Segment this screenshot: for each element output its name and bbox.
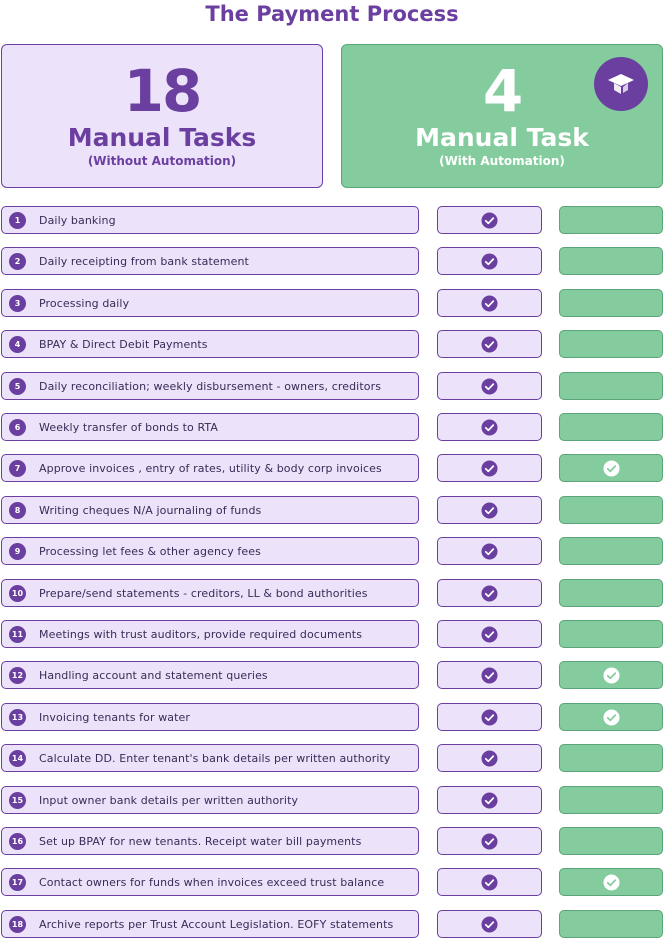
without-automation-cell <box>437 537 542 565</box>
check-icon <box>481 667 498 684</box>
task-number-badge: 12 <box>9 667 26 684</box>
manual-tasks-title: Manual Tasks <box>67 123 257 152</box>
task-row <box>0 868 664 896</box>
task-label: Daily receipting from bank statement <box>39 254 249 268</box>
without-automation-cell <box>437 661 542 689</box>
with-automation-cell <box>559 413 663 441</box>
task-number-badge: 9 <box>9 543 26 560</box>
task-cell <box>1 868 419 896</box>
task-row <box>0 786 664 814</box>
task-number-badge: 2 <box>9 253 26 270</box>
task-label: BPAY & Direct Debit Payments <box>39 337 208 351</box>
check-icon <box>603 460 620 477</box>
task-cell <box>1 537 419 565</box>
task-number-badge: 18 <box>9 916 26 933</box>
task-cell <box>1 579 419 607</box>
task-row <box>0 330 664 358</box>
task-row <box>0 661 664 689</box>
task-row <box>0 579 664 607</box>
without-automation-cell <box>437 372 542 400</box>
check-icon <box>481 792 498 809</box>
task-number-badge: 17 <box>9 874 26 891</box>
task-cell <box>1 620 419 648</box>
with-automation-cell <box>559 868 663 896</box>
without-automation-cell <box>437 868 542 896</box>
graduation-cap-icon <box>594 57 648 111</box>
task-row <box>0 910 664 938</box>
check-icon <box>603 874 620 891</box>
without-automation-cell <box>437 413 542 441</box>
task-cell <box>1 247 419 275</box>
without-automation-cell <box>437 289 542 317</box>
with-automation-cell <box>559 537 663 565</box>
task-label: Meetings with trust auditors, provide required documents <box>39 627 363 641</box>
with-automation-cell <box>559 579 663 607</box>
task-row <box>0 744 664 772</box>
task-number-badge: 14 <box>9 750 26 767</box>
check-icon <box>481 253 498 270</box>
task-cell <box>1 703 419 731</box>
task-row <box>0 289 664 317</box>
check-icon <box>481 543 498 560</box>
check-icon <box>481 916 498 933</box>
task-label: Processing daily <box>39 296 130 310</box>
without-automation-cell <box>437 247 542 275</box>
task-label: Daily reconciliation; weekly disbursement - owners, creditors <box>39 379 382 393</box>
task-number-badge: 16 <box>9 833 26 850</box>
check-icon <box>481 874 498 891</box>
task-cell <box>1 330 419 358</box>
task-label: Calculate DD. Enter tenant's bank details per written authority <box>39 751 391 765</box>
task-number-badge: 15 <box>9 792 26 809</box>
task-cell <box>1 413 419 441</box>
check-icon <box>481 378 498 395</box>
task-number-badge: 10 <box>9 585 26 602</box>
check-icon <box>603 709 620 726</box>
task-number-badge: 7 <box>9 460 26 477</box>
task-cell <box>1 910 419 938</box>
with-automation-cell <box>559 206 663 234</box>
task-label: Invoicing tenants for water <box>39 710 191 724</box>
check-icon <box>481 336 498 353</box>
task-label: Weekly transfer of bonds to RTA <box>39 420 219 434</box>
without-automation-cell <box>437 827 542 855</box>
task-cell <box>1 289 419 317</box>
automated-task-count: 4 <box>482 57 522 125</box>
with-automation-cell <box>559 454 663 482</box>
with-automation-subtitle: (With Automation) <box>439 154 565 168</box>
check-icon <box>481 460 498 477</box>
task-cell <box>1 372 419 400</box>
task-number-badge: 6 <box>9 419 26 436</box>
task-cell <box>1 206 419 234</box>
task-cell <box>1 744 419 772</box>
with-automation-cell <box>559 289 663 317</box>
manual-task-count: 18 <box>123 57 201 125</box>
task-row <box>0 247 664 275</box>
task-number-badge: 4 <box>9 336 26 353</box>
check-icon <box>481 833 498 850</box>
without-automation-cell <box>437 620 542 648</box>
task-label: Writing cheques N/A journaling of funds <box>39 503 262 517</box>
task-row <box>0 206 664 234</box>
with-automation-cell <box>559 786 663 814</box>
task-cell <box>1 827 419 855</box>
with-automation-cell <box>559 330 663 358</box>
with-automation-cell <box>559 744 663 772</box>
without-automation-cell <box>437 910 542 938</box>
with-automation-card <box>341 44 663 188</box>
without-automation-card <box>1 44 323 188</box>
check-icon <box>603 667 620 684</box>
task-number-badge: 13 <box>9 709 26 726</box>
task-row <box>0 372 664 400</box>
task-label: Prepare/send statements - creditors, LL & bond authorities <box>39 586 368 600</box>
with-automation-cell <box>559 827 663 855</box>
check-icon <box>481 585 498 602</box>
without-automation-cell <box>437 579 542 607</box>
without-automation-subtitle: (Without Automation) <box>87 154 237 168</box>
task-label: Approve invoices , entry of rates, utility & body corp invoices <box>39 461 382 475</box>
task-label: Input owner bank details per written authority <box>39 793 299 807</box>
task-label: Daily banking <box>39 213 116 227</box>
task-row <box>0 496 664 524</box>
task-number-badge: 11 <box>9 626 26 643</box>
task-row <box>0 703 664 731</box>
manual-task-title: Manual Task <box>415 123 589 152</box>
check-icon <box>481 419 498 436</box>
task-row <box>0 537 664 565</box>
with-automation-cell <box>559 910 663 938</box>
task-number-badge: 3 <box>9 295 26 312</box>
without-automation-cell <box>437 786 542 814</box>
without-automation-cell <box>437 206 542 234</box>
check-icon <box>481 709 498 726</box>
task-cell <box>1 786 419 814</box>
with-automation-cell <box>559 661 663 689</box>
with-automation-cell <box>559 496 663 524</box>
task-label: Contact owners for funds when invoices exceed trust balance <box>39 875 385 889</box>
task-cell <box>1 661 419 689</box>
task-label: Archive reports per Trust Account Legislation. EOFY statements <box>39 917 394 931</box>
task-row <box>0 413 664 441</box>
with-automation-cell <box>559 620 663 648</box>
with-automation-cell <box>559 372 663 400</box>
page-title: The Payment Process <box>205 2 459 26</box>
task-cell <box>1 496 419 524</box>
without-automation-cell <box>437 330 542 358</box>
task-number-badge: 8 <box>9 502 26 519</box>
task-label: Handling account and statement queries <box>39 668 268 682</box>
task-cell <box>1 454 419 482</box>
without-automation-cell <box>437 454 542 482</box>
check-icon <box>481 295 498 312</box>
check-icon <box>481 626 498 643</box>
task-row <box>0 620 664 648</box>
with-automation-cell <box>559 703 663 731</box>
task-label: Set up BPAY for new tenants. Receipt water bill payments <box>39 834 362 848</box>
task-number-badge: 1 <box>9 212 26 229</box>
check-icon <box>481 750 498 767</box>
with-automation-cell <box>559 247 663 275</box>
without-automation-cell <box>437 703 542 731</box>
check-icon <box>481 212 498 229</box>
task-row <box>0 827 664 855</box>
without-automation-cell <box>437 744 542 772</box>
check-icon <box>481 502 498 519</box>
without-automation-cell <box>437 496 542 524</box>
task-row <box>0 454 664 482</box>
task-label: Processing let fees & other agency fees <box>39 544 261 558</box>
task-number-badge: 5 <box>9 378 26 395</box>
